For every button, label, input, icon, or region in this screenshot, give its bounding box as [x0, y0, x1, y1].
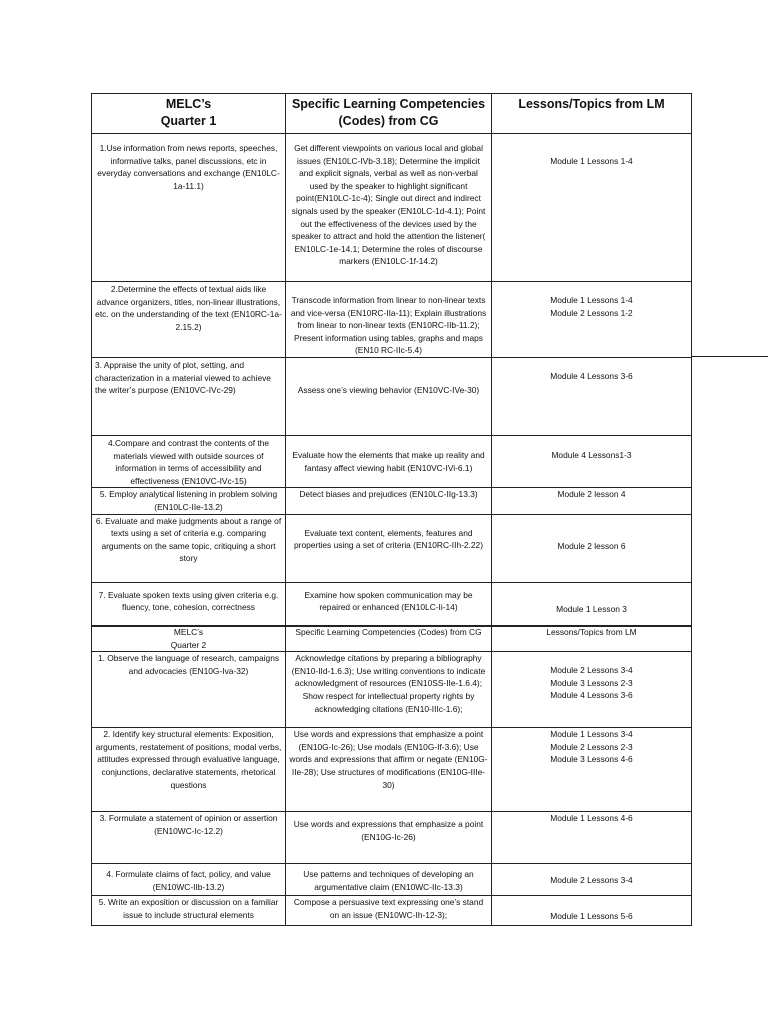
lessons-header: Lessons/Topics from LM — [492, 626, 692, 652]
competency-cell: Evaluate how the elements that make up reality and fantasy affect viewing habit (EN10VC-IVi-6.1) — [286, 435, 492, 487]
melc-header: MELC’s Quarter 2 — [92, 626, 286, 652]
table-row — [92, 282, 692, 358]
competency-cell: Compose a persuasive text expressing one’s stand on an issue (EN10WC-Ih-12-3); — [286, 896, 492, 926]
lessons-cell: Module 2 lesson 6 — [492, 514, 692, 582]
table-row — [92, 728, 692, 812]
melc-header: MELC’s Quarter 1 — [92, 94, 286, 134]
margin-rule-line — [691, 356, 768, 357]
lessons-cell: Module 1 Lessons 4-6 — [492, 812, 692, 864]
melc-cell: 4.Compare and contrast the contents of the materials viewed with outside sources of information in terms of accessibility and effectiveness (EN10VC-IVc-15) — [92, 435, 286, 487]
competency-cell: Get different viewpoints on various local and global issues (EN10LC-IVb-3.18); Determine the implicit and explicit signals, verbal as well as non-verbal used by the speaker to highlight significant point(EN10LC-1c-4); Single out direct and indirect signals used by the speaker (EN10LC-1d-4.1); Point out the effectiveness of the devices used by the speaker to attract and hold the attention the listener( EN10LC-1e-14.1; Determine the roles of discourse markers (EN10LC-1f-14.2) — [286, 134, 492, 282]
melc-cell: 3. Formulate a statement of opinion or assertion (EN10WC-Ic-12.2) — [92, 812, 286, 864]
lessons-cell: Module 1 Lessons 5-6 — [492, 896, 692, 926]
table-row — [92, 435, 692, 487]
competency-header: Specific Learning Competencies (Codes) from CG — [286, 626, 492, 652]
lessons-cell: Module 2 Lessons 3-4 Module 3 Lessons 2-3 Module 4 Lessons 3-6 — [492, 652, 692, 728]
table-header-row — [92, 94, 692, 134]
melc-cell: 6. Evaluate and make judgments about a range of texts using a set of criteria e.g. comparing arguments on the same topic, critiquing a short story — [92, 514, 286, 582]
melc-cell: 3. Appraise the unity of plot, setting, and characterization in a material viewed to achieve the writer’s purpose (EN10VC-IVc-29) — [92, 357, 286, 435]
table-row — [92, 652, 692, 728]
competency-cell: Detect biases and prejudices (EN10LC-IIg-13.3) — [286, 488, 492, 514]
table-row — [92, 864, 692, 896]
lessons-cell: Module 1 Lesson 3 — [492, 582, 692, 626]
competency-cell: Use words and expressions that emphasize a point (EN10G-Ic-26); Use modals (EN10G-If-3.6); Use words and expressions that affirm or negate (EN10G-IIe-28); Use structures of modifications (EN10G-IIIe-30) — [286, 728, 492, 812]
lessons-cell: Module 1 Lessons 1-4 Module 2 Lessons 1-2 — [492, 282, 692, 358]
quarter-1-table — [91, 93, 692, 627]
competency-cell: Transcode information from linear to non-linear texts and vice-versa (EN10RC-IIa-11); Explain illustrations from linear to non-linear texts (EN10RC-IIb-11.2); Present information using tables, graphs and maps (EN10 RC-IIc-5.4) — [286, 282, 492, 358]
table-row — [92, 582, 692, 626]
melc-cell: 1. Observe the language of research, campaigns and advocacies (EN10G-Iva-32) — [92, 652, 286, 728]
lessons-cell: Module 1 Lessons 3-4 Module 2 Lessons 2-3 Module 3 Lessons 4-6 — [492, 728, 692, 812]
lessons-cell: Module 4 Lessons1-3 — [492, 435, 692, 487]
melc-cell: 5. Employ analytical listening in problem solving (EN10LC-IIe-13.2) — [92, 488, 286, 514]
table-header-row — [92, 626, 692, 652]
lessons-cell: Module 2 Lessons 3-4 — [492, 864, 692, 896]
competency-cell: Use patterns and techniques of developing an argumentative claim (EN10WC-IIc-13.3) — [286, 864, 492, 896]
table-row — [92, 812, 692, 864]
competency-cell: Acknowledge citations by preparing a bibliography (EN10-IId-1.6.3); Use writing conventions to indicate acknowledgment of resources (EN10SS-IIe-1.6.4); Show respect for intellectual property rights by acknowledging citations (EN10-IIIc-1.6); — [286, 652, 492, 728]
melc-cell: 7. Evaluate spoken texts using given criteria e.g. fluency, tone, cohesion, correctness — [92, 582, 286, 626]
table-row — [92, 488, 692, 514]
table-row — [92, 357, 692, 435]
melc-cell: 4. Formulate claims of fact, policy, and value (EN10WC-IIb-13.2) — [92, 864, 286, 896]
table-row — [92, 896, 692, 926]
lessons-header: Lessons/Topics from LM — [492, 94, 692, 134]
melc-cell: 5. Write an exposition or discussion on a familiar issue to include structural elements — [92, 896, 286, 926]
lessons-cell: Module 1 Lessons 1-4 — [492, 134, 692, 282]
competency-cell: Evaluate text content, elements, features and properties using a set of criteria (EN10RC-IIh-2.22) — [286, 514, 492, 582]
competency-header: Specific Learning Competencies (Codes) from CG — [286, 94, 492, 134]
competency-cell: Assess one’s viewing behavior (EN10VC-IVe-30) — [286, 357, 492, 435]
table-row — [92, 514, 692, 582]
quarter-2-table — [91, 625, 692, 926]
lessons-cell: Module 4 Lessons 3-6 — [492, 357, 692, 435]
lessons-cell: Module 2 lesson 4 — [492, 488, 692, 514]
competency-cell: Use words and expressions that emphasize a point (EN10G-Ic-26) — [286, 812, 492, 864]
melc-cell: 2.Determine the effects of textual aids like advance organizers, titles, non-linear illustrations, etc. on the understanding of the text (EN10RC-1a-2.15.2) — [92, 282, 286, 358]
table-row — [92, 134, 692, 282]
melc-cell: 1.Use information from news reports, speeches, informative talks, panel discussions, etc in everyday conversations and exchange (EN10LC-1a-11.1) — [92, 134, 286, 282]
competency-cell: Examine how spoken communication may be repaired or enhanced (EN10LC-Ii-14) — [286, 582, 492, 626]
melc-cell: 2. Identify key structural elements: Exposition, arguments, restatement of positions, modal verbs, attitudes expressed through evaluative language, conjunctions, declarative statements, rhetorical questions — [92, 728, 286, 812]
